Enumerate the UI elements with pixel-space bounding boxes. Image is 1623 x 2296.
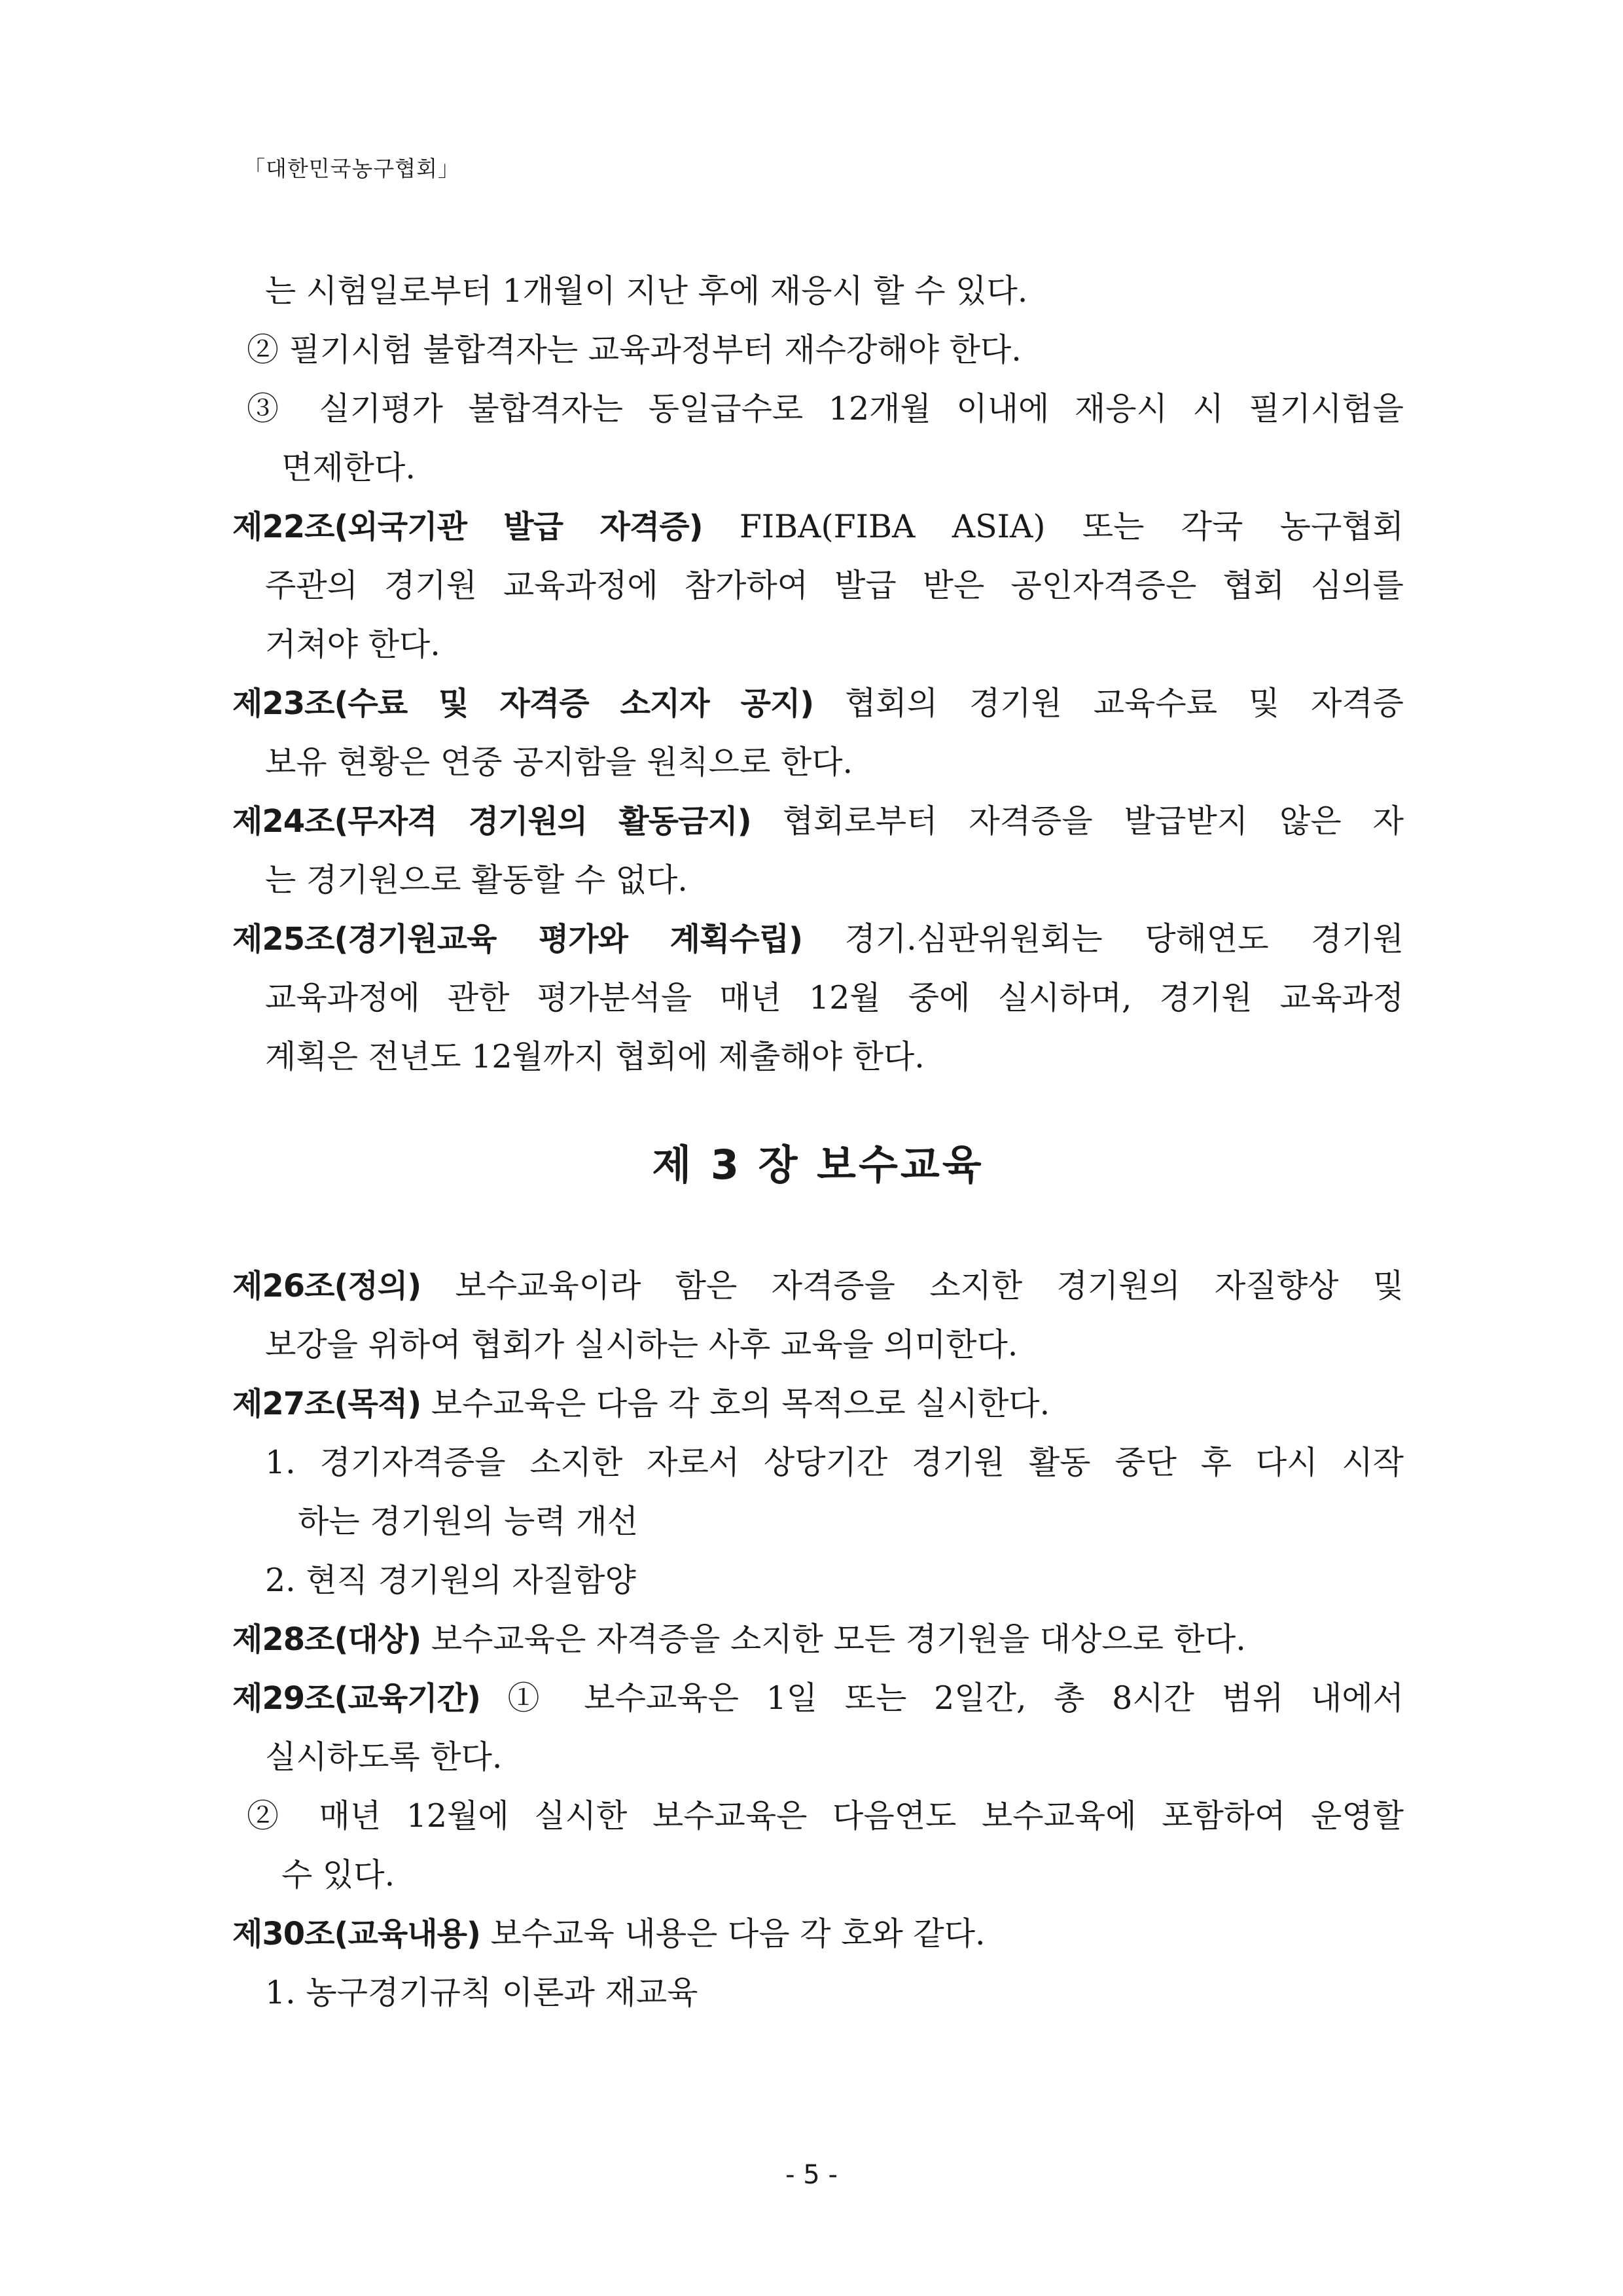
article-title: 제27조(목적) <box>232 1386 421 1422</box>
article-title: 제28조(대상) <box>232 1621 421 1658</box>
article-title: 제22조(외국기관 발급 자격증) <box>232 509 703 545</box>
text-line: 수 있다. <box>281 1856 395 1893</box>
article-28 <box>232 1610 1404 1669</box>
text-line: ② 매년 12월에 실시한 보수교육은 다음연도 보수교육에 포함하여 운영할 <box>247 1797 1404 1835</box>
text-line: 계획은 전년도 12월까지 협회에 제출해야 한다. <box>265 1038 925 1075</box>
article-text: 보수교육은 다음 각 호의 목적으로 실시한다. <box>431 1385 1050 1422</box>
chapter-title: 제 3 장 보수교육 <box>652 1141 984 1189</box>
article-text: 보수교육이라 함은 자격증을 소지한 경기원의 자질향상 및 <box>455 1267 1404 1304</box>
text-line: 실시하도록 한다. <box>265 1738 503 1776</box>
text-line: 교육과정에 관한 평가분석을 매년 12월 중에 실시하며, 경기원 교육과정 <box>265 979 1404 1016</box>
article-text: 경기.심판위원회는 당해연도 경기원 <box>844 920 1404 958</box>
article-text: 보수교육 내용은 다음 각 호와 같다. <box>490 1915 986 1952</box>
article-27 <box>232 1374 1404 1433</box>
article-title: 제24조(무자격 경기원의 활동금지) <box>232 803 751 840</box>
text-line: 보유 현황은 연중 공지함을 원칙으로 한다. <box>265 744 853 781</box>
text-line: 면제한다. <box>281 449 416 486</box>
text-line: 거쳐야 한다. <box>265 626 440 663</box>
article-23 <box>232 674 1404 733</box>
list-item: 1. 농구경기규칙 이론과 재교육 <box>265 1974 698 2011</box>
article-title: 제25조(경기원교육 평가와 계획수립) <box>232 921 803 958</box>
article-title: 제26조(정의) <box>232 1268 421 1304</box>
article-text: 협회의 경기원 교육수료 및 자격증 <box>845 685 1404 722</box>
article-29 <box>232 1669 1404 1728</box>
list-item: 1. 경기자격증을 소지한 자로서 상당기간 경기원 활동 중단 후 다시 시작 <box>265 1444 1404 1481</box>
article-title: 제23조(수료 및 자격증 소지자 공지) <box>232 685 814 722</box>
text-line: 는 경기원으로 활동할 수 없다. <box>265 861 688 899</box>
text-line: 주관의 경기원 교육과정에 참가하여 발급 받은 공인자격증은 협회 심의를 <box>265 567 1404 604</box>
article-text: FIBA(FIBA ASIA) 또는 각국 농구협회 <box>739 508 1404 545</box>
article-22 <box>232 497 1404 556</box>
document-body <box>232 262 1404 2022</box>
article-title: 제30조(교육내용) <box>232 1916 480 1952</box>
page-number: - 5 - <box>785 2160 838 2190</box>
article-24 <box>232 792 1404 851</box>
text-line: 보강을 위하여 협회가 실시하는 사후 교육을 의미한다. <box>265 1326 1018 1363</box>
article-25 <box>232 910 1404 969</box>
article-26 <box>232 1257 1404 1316</box>
text-line: ② 필기시험 불합격자는 교육과정부터 재수강해야 한다. <box>247 331 1022 368</box>
article-text: 보수교육은 자격증을 소지한 모든 경기원을 대상으로 한다. <box>431 1621 1246 1658</box>
document-header: 「대한민국농구협회」 <box>243 156 461 181</box>
article-title: 제29조(교육기간) <box>232 1680 480 1717</box>
list-item: 2. 현직 경기원의 자질함양 <box>265 1562 636 1599</box>
text-line: ③ 실기평가 불합격자는 동일급수로 12개월 이내에 재응시 시 필기시험을 <box>247 390 1404 427</box>
article-text: 협회로부터 자격증을 발급받지 않은 자 <box>782 802 1404 840</box>
article-30 <box>232 1905 1404 1964</box>
text-line: 하는 경기원의 능력 개선 <box>298 1503 639 1540</box>
text-line: 는 시험일로부터 1개월이 지난 후에 재응시 할 수 있다. <box>265 272 1028 310</box>
article-text: ① 보수교육은 1일 또는 2일간, 총 8시간 범위 내에서 <box>507 1679 1404 1717</box>
